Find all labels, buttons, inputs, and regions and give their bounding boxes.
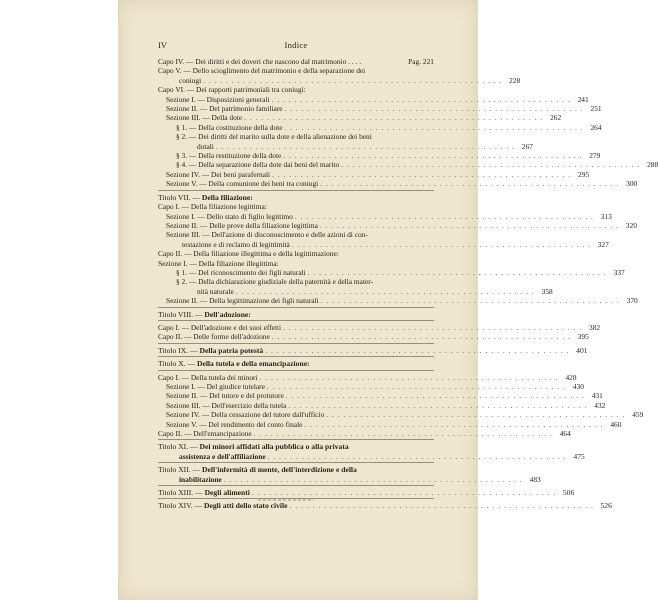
toc-entry-text: Sezione III. — Della dote xyxy=(166,113,243,123)
toc-entry[interactable] xyxy=(158,151,601,161)
page-title: Indice xyxy=(284,40,308,50)
dot-leader xyxy=(272,332,571,341)
toc-page-number: 526 xyxy=(600,501,612,511)
titolo-number: Titolo VII. xyxy=(158,192,191,202)
end-ornament xyxy=(256,497,316,503)
toc-page-number: 228 xyxy=(509,75,521,85)
toc-page-number: 401 xyxy=(576,345,588,355)
section-divider xyxy=(158,370,434,371)
toc-entry[interactable] xyxy=(158,75,521,85)
toc-entry[interactable] xyxy=(158,220,637,230)
toc-entry-text: Sezione I. — Disposizioni generali xyxy=(166,94,270,104)
toc-entry-text: Sezione V. — Del rendimento del conto finale xyxy=(166,419,303,429)
titolo-heading: Della patria potestà xyxy=(199,345,264,355)
toc-page-number: 506 xyxy=(562,488,575,498)
toc-page-number: 300 xyxy=(626,179,638,189)
page-number: IV xyxy=(158,40,167,50)
toc-entry-text: Sezione IV. — Dei beni parafernali xyxy=(166,169,271,179)
toc-page-number: 459 xyxy=(632,410,644,420)
toc-entry[interactable] xyxy=(158,267,625,277)
toc-page-number: 475 xyxy=(573,451,585,461)
toc-entry-text: assistenza e dell'affiliazione xyxy=(179,451,266,461)
dot-leader xyxy=(321,296,620,305)
toc-entry-text: Sezione III. — Dell'azione di disconoscimento e delle azioni di con- xyxy=(166,230,368,240)
section-divider xyxy=(158,307,434,308)
toc-page-number: 251 xyxy=(590,104,602,114)
toc-page-number: 320 xyxy=(625,220,637,230)
toc-title-entry[interactable] xyxy=(158,345,588,355)
dot-leader xyxy=(272,95,571,104)
toc-entry-text: § 4. — Della separazione della dote dai beni del marito xyxy=(176,160,340,170)
toc-entry[interactable] xyxy=(158,66,434,75)
dot-leader xyxy=(320,179,619,188)
dot-leader xyxy=(267,382,566,391)
toc-entry[interactable] xyxy=(158,57,434,66)
dot-leader xyxy=(288,401,587,410)
dot-leader xyxy=(285,123,584,132)
toc-entry[interactable] xyxy=(158,160,658,170)
toc-page-number: 241 xyxy=(577,94,589,104)
toc-page-number: 327 xyxy=(597,239,609,249)
toc-title-entry[interactable] xyxy=(158,193,434,202)
toc-entry-text: Titolo XI. — Dei minori affidati alla pubblica o alla privata xyxy=(158,442,349,452)
titolo-heading: Della tutela e della emancipazione: xyxy=(196,359,310,369)
toc-entry[interactable] xyxy=(158,474,541,484)
dot-leader xyxy=(216,142,515,151)
section-divider xyxy=(158,356,434,357)
toc-entry[interactable] xyxy=(158,382,584,391)
toc-entry[interactable] xyxy=(158,259,434,268)
toc-entry-text: inabilitazione xyxy=(179,474,222,484)
toc-page-number: 262 xyxy=(550,113,562,123)
titolo-number: Titolo XIII. xyxy=(158,488,194,498)
page-header xyxy=(158,40,434,54)
toc-title-entry[interactable] xyxy=(158,465,434,474)
toc-title-entry[interactable] xyxy=(158,442,434,451)
toc-entry[interactable] xyxy=(158,400,606,410)
toc-page-number: 264 xyxy=(590,122,602,132)
section-divider xyxy=(158,320,434,321)
toc-entry[interactable] xyxy=(158,211,612,221)
toc-entry-text: Capo II. — Dell'emancipazione xyxy=(158,429,252,439)
toc-page-number: 431 xyxy=(591,391,603,401)
toc-entry[interactable] xyxy=(158,113,562,123)
section-divider xyxy=(158,190,434,191)
toc-entry[interactable] xyxy=(158,332,589,342)
dot-leader xyxy=(320,221,619,230)
dot-leader xyxy=(265,346,569,355)
toc-title-entry[interactable] xyxy=(158,359,434,368)
titolo-number: Titolo XIV. xyxy=(158,501,193,511)
book-page xyxy=(118,0,658,600)
toc-entry[interactable] xyxy=(158,296,638,306)
toc-entry-text: Capo II. — Delle forme dell'adozione xyxy=(158,332,270,342)
toc-title-entry[interactable] xyxy=(158,310,434,319)
toc-page-number: 313 xyxy=(600,211,612,221)
toc-entry-text: Capo IV. — Dei diritti e dei doveri che nascono dal matrimonio . . . . xyxy=(158,57,362,66)
section-divider xyxy=(158,462,434,463)
toc-entry[interactable] xyxy=(158,249,434,258)
dot-leader xyxy=(295,212,594,221)
toc-entry[interactable] xyxy=(158,141,533,151)
toc-entry-text: Capo V. — Dello scioglimento del matrimonio e della separazione dei xyxy=(158,66,366,76)
section-divider xyxy=(158,343,434,344)
dot-leader xyxy=(254,429,553,438)
toc-entry-text: Capo I. — Della filiazione legittima: xyxy=(158,202,267,212)
titolo-heading: Degli alimenti xyxy=(204,488,250,498)
toc-entry[interactable] xyxy=(158,391,603,401)
toc-page-number: 267 xyxy=(521,141,533,151)
toc-entry[interactable] xyxy=(158,132,434,141)
toc-page-number: 430 xyxy=(572,382,584,391)
titolo-number: Titolo IX. xyxy=(158,345,189,355)
titolo-number: Titolo VIII. xyxy=(158,309,194,319)
section-divider xyxy=(158,485,434,486)
toc-page-number: 483 xyxy=(529,474,541,484)
titolo-heading: Dell'infermità di mente, dell'interdizione e della xyxy=(202,465,357,475)
dot-leader xyxy=(290,501,594,510)
dot-leader xyxy=(283,323,582,332)
toc-entry[interactable] xyxy=(158,122,602,132)
toc-entry-text: Sezione IV. — Della cessazione del tutore dall'ufficio xyxy=(166,410,325,420)
toc-entry-text: Capo I. — Dell'adozione e dei suoi effetti xyxy=(158,322,282,332)
toc-page-number: 428 xyxy=(565,372,577,382)
section-divider xyxy=(158,439,434,440)
toc-entry-text: Titolo XIII. — Degli alimenti xyxy=(158,488,250,498)
toc-entry[interactable] xyxy=(158,429,571,439)
toc-entry[interactable] xyxy=(158,451,585,461)
table-of-contents xyxy=(158,57,658,511)
toc-entry[interactable] xyxy=(158,169,590,179)
titolo-number: Titolo XI. xyxy=(158,442,189,452)
titolo-heading: Della filiazione: xyxy=(201,192,253,202)
toc-entry-text: Titolo IX. — Della patria potestà xyxy=(158,345,264,355)
toc-entry[interactable] xyxy=(158,230,434,239)
dot-leader xyxy=(236,287,535,296)
toc-page-number: 382 xyxy=(589,322,601,332)
toc-entry-text: § 2. — Della dichiarazione giudiziale della paternità e della mater- xyxy=(176,277,374,287)
toc-entry-text: § 2. — Dei diritti del marito sulla dote e della alienazione dei beni xyxy=(176,132,372,142)
toc-entry[interactable] xyxy=(158,277,434,286)
toc-entry-text: § 1. — Del riconoscimento dei figli naturali xyxy=(176,267,306,277)
toc-entry-text: § 1. — Della costituzione della dote xyxy=(176,122,283,132)
toc-page-number: Pag. 221 xyxy=(408,57,434,66)
dot-leader xyxy=(260,373,559,382)
toc-entry-text: nità naturale xyxy=(197,286,234,296)
toc-entry-text: Titolo X. — Della tutela e della emancipazione: xyxy=(158,359,310,369)
toc-entry[interactable] xyxy=(158,202,434,211)
dot-leader xyxy=(308,268,607,277)
toc-entry[interactable] xyxy=(158,419,622,429)
toc-page-number: 279 xyxy=(589,151,601,161)
titolo-number: Titolo XII. xyxy=(158,465,191,475)
toc-page-number: 295 xyxy=(578,169,590,179)
dot-leader xyxy=(286,391,585,400)
dot-leader xyxy=(285,104,584,113)
toc-entry-text: Sezione I. — Del giudice tutelare xyxy=(166,382,265,391)
toc-entry[interactable] xyxy=(158,410,644,420)
toc-entry-text: testazione e di reclamo di legittimità xyxy=(182,239,290,249)
toc-entry[interactable] xyxy=(158,322,601,332)
toc-entry-text: Capo VI. — Dei rapporti patrimoniali tra coniugi: xyxy=(158,85,306,95)
toc-page-number: 464 xyxy=(559,429,571,439)
toc-entry-text: coniugi xyxy=(179,75,202,85)
dot-leader xyxy=(292,240,591,249)
toc-entry-text: Sezione I. — Della filiazione illegittima: xyxy=(158,258,279,268)
dot-leader xyxy=(244,113,543,122)
toc-entry[interactable] xyxy=(158,286,553,296)
toc-entry-text: dotali xyxy=(197,141,214,151)
toc-page-number: 370 xyxy=(626,296,638,306)
toc-entry-text: § 3. — Della restituzione della dote xyxy=(176,151,282,161)
toc-entry[interactable] xyxy=(158,94,589,104)
toc-entry-text: Titolo XII. — Dell'infermità di mente, dell'interdizione e della xyxy=(158,465,357,475)
toc-entry-text: Titolo VIII. — Dell'adozione: xyxy=(158,309,251,319)
toc-entry-text: Sezione I. — Dello stato di figlio legittimo xyxy=(166,211,293,221)
dot-leader xyxy=(224,475,523,484)
toc-entry-text: Capo II. — Della filiazione illegittima e della legittimazione: xyxy=(158,249,339,259)
dot-leader xyxy=(268,452,567,461)
titolo-heading: Degli atti dello stato civile xyxy=(204,501,288,511)
toc-entry-text: Sezione II. — Delle prove della filiazione legittima xyxy=(166,220,318,230)
toc-entry-text: Sezione II. — Della legittimazione dei figli naturali xyxy=(166,296,319,306)
titolo-heading: Dell'adozione: xyxy=(204,309,251,319)
toc-page-number: 288 xyxy=(647,160,658,170)
dot-leader xyxy=(203,76,502,85)
toc-entry-text: Titolo XIV. — Degli atti dello stato civile xyxy=(158,501,288,511)
dot-leader xyxy=(272,170,571,179)
toc-entry-text: Sezione III. — Dell'esercizio della tutela xyxy=(166,400,287,410)
dot-leader xyxy=(304,420,603,429)
titolo-number: Titolo X. xyxy=(158,359,186,369)
dot-leader xyxy=(283,151,582,160)
toc-page-number: 358 xyxy=(541,286,553,296)
toc-entry-text: Sezione II. — Del patrimonio familiare xyxy=(166,104,283,114)
toc-entry[interactable] xyxy=(158,85,434,94)
toc-entry[interactable] xyxy=(158,179,638,189)
toc-entry-text: Sezione II. — Del tutore e del protutore xyxy=(166,391,284,401)
toc-entry-text: Capo I. — Della tutela dei minori xyxy=(158,372,258,382)
dot-leader xyxy=(326,410,625,419)
toc-entry-text: Titolo VII. — Della filiazione: xyxy=(158,192,253,202)
toc-entry[interactable] xyxy=(158,104,602,114)
titolo-heading: Dei minori affidati alla pubblica o alla privata xyxy=(199,442,349,452)
toc-entry[interactable] xyxy=(158,372,577,382)
toc-page-number: 395 xyxy=(577,332,589,342)
toc-page-number: 337 xyxy=(613,267,625,277)
toc-page-number: 460 xyxy=(610,419,622,429)
dot-leader xyxy=(341,160,640,169)
toc-entry[interactable] xyxy=(158,239,609,249)
toc-page-number: 432 xyxy=(594,400,606,410)
toc-entry-text: Sezione V. — Della comunione dei beni tra coniugi xyxy=(166,179,319,189)
